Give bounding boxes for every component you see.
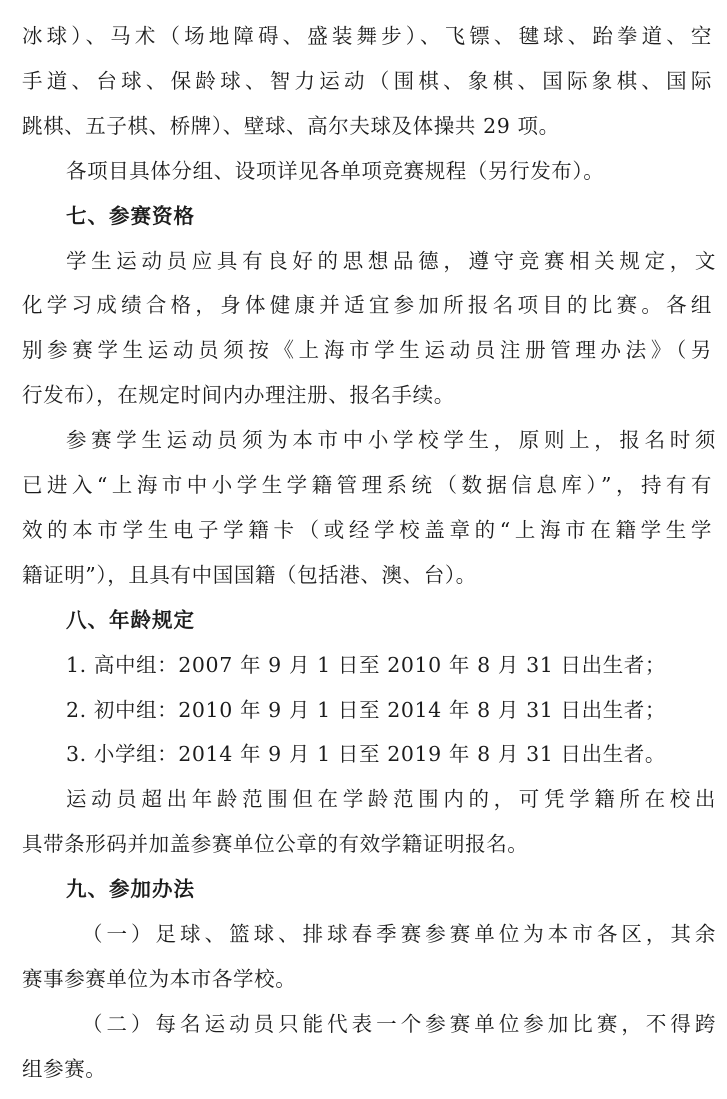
paragraph-line: 运动员超出年龄范围但在学龄范围内的，可凭学籍所在校出 <box>66 787 716 812</box>
paragraph-line: 行发布），在规定时间内办理注册、报名手续。 <box>22 383 455 408</box>
paragraph-line: 别参赛学生运动员须按《上海市学生运动员注册管理办法》（另 <box>22 338 712 363</box>
list-item: 1. 高中组：2007 年 9 月 1 日至 2010 年 8 月 31 日出生者； <box>66 652 667 677</box>
section-heading: 八、年龄规定 <box>66 607 195 632</box>
list-item: 2. 初中组：2010 年 9 月 1 日至 2014 年 8 月 31 日出生者； <box>66 697 667 722</box>
list-item: 3. 小学组：2014 年 9 月 1 日至 2019 年 8 月 31 日出生者。 <box>66 742 667 767</box>
paragraph-line: 跳棋、五子棋、桥牌）、壁球、高尔夫球及体操共 29 项。 <box>22 113 560 138</box>
paragraph-line: 已进入“上海市中小学生学籍管理系统（数据信息库）”，持有有 <box>22 473 712 497</box>
paragraph-line: 效的本市学生电子学籍卡（或经学校盖章的“上海市在籍学生学 <box>22 517 712 542</box>
paragraph-line: 具带条形码并加盖参赛单位公章的有效学籍证明报名。 <box>22 832 529 857</box>
paragraph-line: （二）每名运动员只能代表一个参赛单位参加比赛，不得跨 <box>82 1011 716 1036</box>
section-heading: 七、参赛资格 <box>66 203 195 228</box>
paragraph-line: 各项目具体分组、设项详见各单项竞赛规程（另行发布）。 <box>66 158 605 183</box>
paragraph-line: 赛事参赛单位为本市各学校。 <box>22 966 297 991</box>
section-heading: 九、参加办法 <box>66 877 195 902</box>
paragraph-line: 组参赛。 <box>22 1056 107 1081</box>
paragraph-line: 化学习成绩合格，身体健康并适宜参加所报名项目的比赛。各组 <box>22 293 712 318</box>
paragraph-line: 冰球）、马术（场地障碍、盛装舞步）、飞镖、毽球、跆拳道、空 <box>22 24 712 48</box>
paragraph-line: 籍证明”），且具有中国国籍（包括港、澳、台）。 <box>22 562 477 587</box>
paragraph-line: 手道、台球、保龄球、智力运动（围棋、象棋、国际象棋、国际 <box>22 68 712 93</box>
paragraph-line: 参赛学生运动员须为本市中小学校学生，原则上，报名时须 <box>66 428 716 453</box>
paragraph-line: （一）足球、篮球、排球春季赛参赛单位为本市各区，其余 <box>82 922 716 946</box>
paragraph-line: 学生运动员应具有良好的思想品德，遵守竞赛相关规定，文 <box>66 248 716 273</box>
